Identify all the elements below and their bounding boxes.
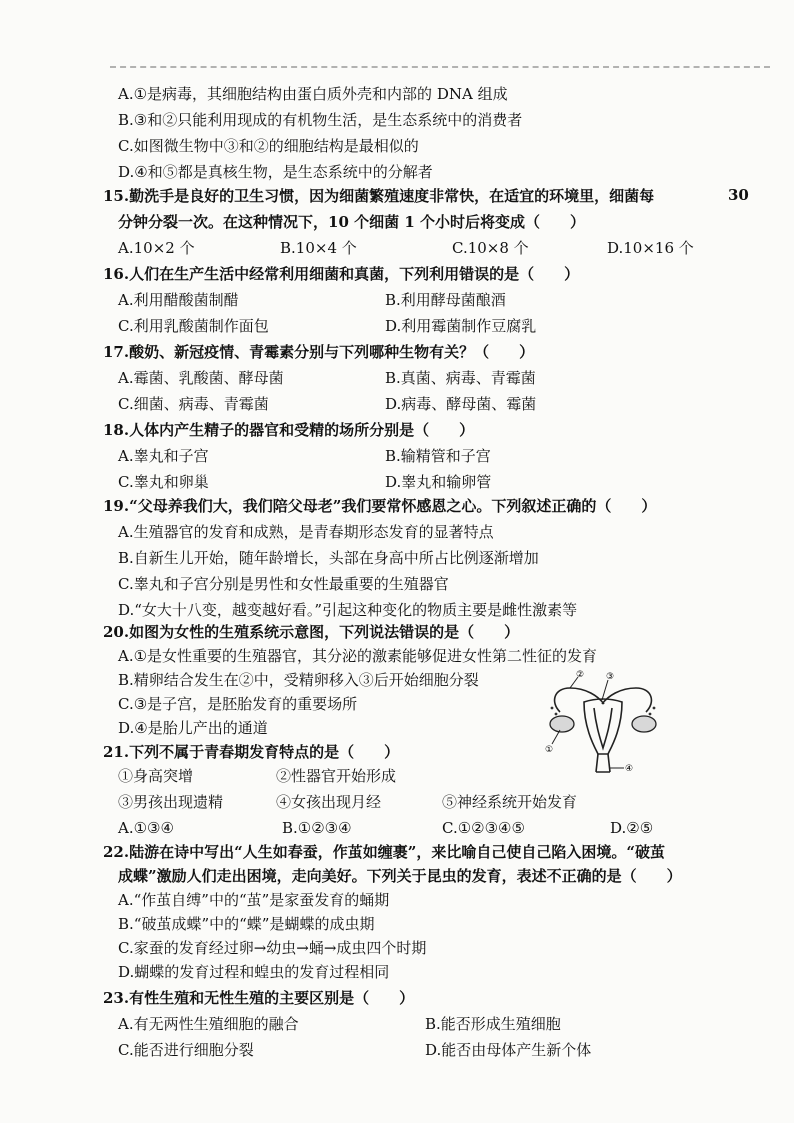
q21-option-b[interactable]: B.①②③④: [282, 819, 352, 837]
q16-option-c[interactable]: C.利用乳酸菌制作面包: [118, 317, 269, 335]
q15-option-b[interactable]: B.10×4 个: [280, 239, 357, 257]
q16-stem: 16.人们在生产生活中经常利用细菌和真菌，下列利用错误的是（ ）: [103, 265, 580, 283]
label-1-leader: [552, 730, 560, 744]
q20-option-b[interactable]: B.精卵结合发生在②中，受精卵移入③后开始细胞分裂: [118, 671, 479, 689]
q21-item-4: ④女孩出现月经: [276, 793, 382, 811]
q17-stem: 17.酸奶、新冠疫情、青霉素分别与下列哪种生物有关？（ ）: [103, 343, 535, 361]
q14-option-b[interactable]: B.③和②只能利用现成的有机物生活，是生态系统中的消费者: [118, 111, 523, 129]
q15-option-c[interactable]: C.10×8 个: [452, 239, 529, 257]
q17-option-d[interactable]: D.病毒、酵母菌、霉菌: [385, 395, 537, 413]
q19-option-c[interactable]: C.睾丸和子宫分别是男性和女性最重要的生殖器官: [118, 575, 449, 593]
q21-item-1: ①身高突增: [118, 767, 194, 785]
margin-number: 30: [728, 186, 749, 204]
q22-stem-line2: 成蝶”激励人们走出困境，走向美好。下列关于昆虫的发育，表述不正确的是（ ）: [118, 867, 682, 885]
q14-option-c[interactable]: C.如图微生物中③和②的细胞结构是最相似的: [118, 137, 419, 155]
q15-option-a[interactable]: A.10×2 个: [118, 239, 195, 257]
q22-option-c[interactable]: C.家蚕的发育经过卵→幼虫→蛹→成虫四个时期: [118, 939, 427, 957]
q14-option-a[interactable]: A.①是病毒，其细胞结构由蛋白质外壳和内部的 DNA 组成: [118, 85, 508, 103]
label-2: ②: [576, 670, 585, 680]
q18-option-c[interactable]: C.睾丸和卵巢: [118, 473, 209, 491]
q19-option-a[interactable]: A.生殖器官的发育和成熟，是青春期形态发育的显著特点: [118, 523, 494, 541]
uterine-cavity-shape: [594, 708, 612, 748]
q17-option-a[interactable]: A.霉菌、乳酸菌、酵母菌: [118, 369, 284, 387]
q21-option-d[interactable]: D.②⑤: [610, 819, 654, 837]
q20-option-d[interactable]: D.④是胎儿产出的通道: [118, 719, 268, 737]
q20-stem: 20.如图为女性的生殖系统示意图，下列说法错误的是（ ）: [103, 623, 520, 641]
q22-option-b[interactable]: B.“破茧成蝶”中的“蝶”是蝴蝶的成虫期: [118, 915, 375, 933]
q23-stem: 23.有性生殖和无性生殖的主要区别是（ ）: [103, 989, 415, 1007]
q18-stem: 18.人体内产生精子的器官和受精的场所分别是（ ）: [103, 421, 475, 439]
q19-option-b[interactable]: B.自新生儿开始，随年龄增长，头部在身高中所占比例逐渐增加: [118, 549, 539, 567]
q23-option-d[interactable]: D.能否由母体产生新个体: [425, 1041, 592, 1059]
q23-option-c[interactable]: C.能否进行细胞分裂: [118, 1041, 254, 1059]
q21-option-c[interactable]: C.①②③④⑤: [442, 819, 525, 837]
q23-option-a[interactable]: A.有无两性生殖细胞的融合: [118, 1015, 299, 1033]
q21-item-5: ⑤神经系统开始发育: [442, 793, 578, 811]
q15-stem-line2: 分钟分裂一次。在这种情况下，10 个细菌 1 个小时后将变成（ ）: [118, 213, 585, 231]
q17-option-b[interactable]: B.真菌、病毒、青霉菌: [385, 369, 536, 387]
q16-option-b[interactable]: B.利用酵母菌酿酒: [385, 291, 506, 309]
q16-option-a[interactable]: A.利用醋酸菌制醋: [118, 291, 239, 309]
label-4: ④: [625, 764, 634, 774]
right-ovary-shape: [632, 716, 656, 732]
q17-option-c[interactable]: C.细菌、病毒、青霉菌: [118, 395, 269, 413]
q19-stem: 19.“父母养我们大，我们陪父母老”我们要常怀感恩之心。下列叙述正确的（ ）: [103, 497, 657, 515]
q19-option-d[interactable]: D.“女大十八变，越变越好看。”引起这种变化的物质主要是雌性激素等: [118, 601, 578, 619]
q14-option-d[interactable]: D.④和⑤都是真核生物，是生态系统中的分解者: [118, 163, 433, 181]
q23-option-b[interactable]: B.能否形成生殖细胞: [425, 1015, 561, 1033]
q22-option-d[interactable]: D.蝴蝶的发育过程和蝗虫的发育过程相同: [118, 963, 390, 981]
vagina-shape: [596, 754, 610, 772]
q21-item-2: ②性器官开始形成: [276, 767, 397, 785]
q18-option-d[interactable]: D.睾丸和输卵管: [385, 473, 492, 491]
q22-stem-line1: 22.陆游在诗中写出“人生如春蚕，作茧如缠裹”，来比喻自己使自己陷入困境。“破茧: [103, 843, 665, 861]
scan-header-line: [110, 66, 770, 68]
label-3: ③: [606, 672, 615, 682]
left-ovary-shape: [550, 716, 574, 732]
q15-option-d[interactable]: D.10×16 个: [607, 239, 694, 257]
q16-option-d[interactable]: D.利用霉菌制作豆腐乳: [385, 317, 537, 335]
q18-option-b[interactable]: B.输精管和子宫: [385, 447, 491, 465]
q21-item-3: ③男孩出现遗精: [118, 793, 224, 811]
q20-option-a[interactable]: A.①是女性重要的生殖器官，其分泌的激素能够促进女性第二性征的发育: [118, 647, 598, 665]
q20-option-c[interactable]: C.③是子宫，是胚胎发育的重要场所: [118, 695, 358, 713]
q21-option-a[interactable]: A.①③④: [118, 819, 174, 837]
q21-stem: 21.下列不属于青春期发育特点的是（ ）: [103, 743, 400, 761]
label-3-leader: [602, 680, 608, 700]
q15-stem-line1: 15.勤洗手是良好的卫生习惯，因为细菌繁殖速度非常快，在适宜的环境里，细菌每: [103, 187, 655, 205]
q18-option-a[interactable]: A.睾丸和子宫: [118, 447, 209, 465]
label-1: ①: [545, 745, 554, 755]
female-reproductive-diagram: [538, 668, 668, 776]
q22-option-a[interactable]: A.“作茧自缚”中的“茧”是家蚕发育的蛹期: [118, 891, 390, 909]
